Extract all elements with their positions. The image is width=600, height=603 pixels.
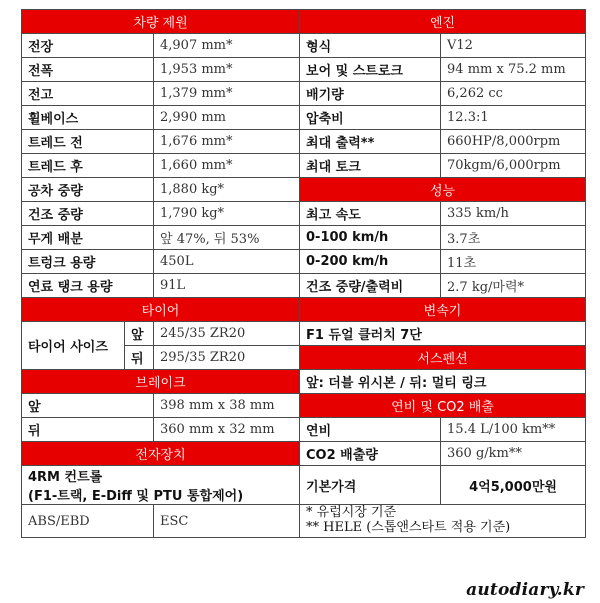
co2-value: 360 g/km** xyxy=(441,442,586,466)
spec-table xyxy=(21,9,586,538)
zero-200-value: 11초 xyxy=(441,250,586,274)
fuel-economy-label: 연비 xyxy=(300,418,441,442)
table-row xyxy=(22,178,586,202)
max-torque-value: 70kgm/6,000rpm xyxy=(441,154,586,178)
length-value: 4,907 mm* xyxy=(154,34,300,58)
suspension-value: 앞: 더블 위시본 / 뒤: 멀티 링크 xyxy=(300,370,586,394)
brakes-header: 브레이크 xyxy=(22,370,300,394)
table-row xyxy=(22,505,586,538)
bore-stroke-value: 94 mm x 75.2 mm xyxy=(441,58,586,82)
power-to-weight-label: 건조 중량/출력비 xyxy=(300,274,441,298)
table-row xyxy=(22,370,586,394)
footnote-2: ** HELE (스톱앤스타트 적용 기준) xyxy=(306,520,511,535)
displacement-label: 배기량 xyxy=(300,82,441,106)
esc: ESC xyxy=(154,505,300,538)
table-row xyxy=(22,106,586,130)
compression-value: 12.3:1 xyxy=(441,106,586,130)
section-header-row xyxy=(22,298,586,322)
spec-table-body xyxy=(22,10,586,538)
performance-header: 성능 xyxy=(300,178,586,202)
zero-100-value: 3.7초 xyxy=(441,226,586,250)
table-row xyxy=(22,82,586,106)
wheelbase-value: 2,990 mm xyxy=(154,106,300,130)
watermark: autodiary.kr xyxy=(466,580,584,600)
table-row xyxy=(22,226,586,250)
chassis-header: 차량 제원 xyxy=(22,10,300,34)
curb-weight-label: 공차 중량 xyxy=(22,178,154,202)
height-label: 전고 xyxy=(22,82,154,106)
engine-type-label: 형식 xyxy=(300,34,441,58)
max-power-label: 최대 출력** xyxy=(300,130,441,154)
table-row xyxy=(22,130,586,154)
suspension-header: 서스펜션 xyxy=(300,346,586,370)
front-track-value: 1,676 mm* xyxy=(154,130,300,154)
dry-weight-value: 1,790 kg* xyxy=(154,202,300,226)
tire-size-label: 타이어 사이즈 xyxy=(22,322,125,370)
tire-rear-label: 뒤 xyxy=(125,346,154,370)
top-speed-label: 최고 속도 xyxy=(300,202,441,226)
zero-100-label: 0-100 km/h xyxy=(300,226,441,250)
abs-ebd: ABS/EBD xyxy=(22,505,154,538)
width-value: 1,953 mm* xyxy=(154,58,300,82)
table-row xyxy=(22,418,586,442)
fuel-tank-value: 91L xyxy=(154,274,300,298)
tire-rear-value: 295/35 ZR20 xyxy=(154,346,300,370)
price-label: 기본가격 xyxy=(300,466,441,505)
table-row xyxy=(22,154,586,178)
trunk-label: 트렁크 용량 xyxy=(22,250,154,274)
price-value: 4억5,000만원 xyxy=(441,466,586,505)
table-row xyxy=(22,394,586,418)
electronics-header: 전자장치 xyxy=(22,442,300,466)
tire-front-label: 앞 xyxy=(125,322,154,346)
tires-header: 타이어 xyxy=(22,298,300,322)
table-row xyxy=(22,202,586,226)
electronics-line2: (F1-트랙, E-Diff 및 PTU 통합제어) xyxy=(28,489,244,504)
section-header-row xyxy=(22,10,586,34)
table-row xyxy=(22,442,586,466)
curb-weight-value: 1,880 kg* xyxy=(154,178,300,202)
tire-front-value: 245/35 ZR20 xyxy=(154,322,300,346)
weight-distribution-value: 앞 47%, 뒤 53% xyxy=(154,226,300,250)
brake-front-label: 앞 xyxy=(22,394,154,418)
trunk-value: 450L xyxy=(154,250,300,274)
max-torque-label: 최대 토크 xyxy=(300,154,441,178)
engine-header: 엔진 xyxy=(300,10,586,34)
economy-header: 연비 및 CO2 배출 xyxy=(300,394,586,418)
zero-200-label: 0-200 km/h xyxy=(300,250,441,274)
co2-label: CO2 배출량 xyxy=(300,442,441,466)
brake-rear-value: 360 mm x 32 mm xyxy=(154,418,300,442)
rear-track-label: 트레드 후 xyxy=(22,154,154,178)
bore-stroke-label: 보어 및 스트로크 xyxy=(300,58,441,82)
table-row xyxy=(22,274,586,298)
wheelbase-label: 휠베이스 xyxy=(22,106,154,130)
rear-track-value: 1,660 mm* xyxy=(154,154,300,178)
transmission-header: 변속기 xyxy=(300,298,586,322)
displacement-value: 6,262 cc xyxy=(441,82,586,106)
engine-type-value: V12 xyxy=(441,34,586,58)
brake-rear-label: 뒤 xyxy=(22,418,154,442)
length-label: 전장 xyxy=(22,34,154,58)
table-row xyxy=(22,466,586,505)
electronics-line1: 4RM 컨트롤 xyxy=(28,470,103,485)
dry-weight-label: 건조 중량 xyxy=(22,202,154,226)
table-row xyxy=(22,250,586,274)
power-to-weight-value: 2.7 kg/마력* xyxy=(441,274,586,298)
transmission-value: F1 듀얼 클러치 7단 xyxy=(300,322,586,346)
top-speed-value: 335 km/h xyxy=(441,202,586,226)
fuel-tank-label: 연료 탱크 용량 xyxy=(22,274,154,298)
table-row xyxy=(22,322,586,346)
table-row xyxy=(22,58,586,82)
weight-distribution-label: 무게 배분 xyxy=(22,226,154,250)
front-track-label: 트레드 전 xyxy=(22,130,154,154)
footnotes xyxy=(300,505,586,538)
compression-label: 압축비 xyxy=(300,106,441,130)
brake-front-value: 398 mm x 38 mm xyxy=(154,394,300,418)
width-label: 전폭 xyxy=(22,58,154,82)
footnote-1: * 유럽시장 기준 xyxy=(306,505,397,520)
max-power-value: 660HP/8,000rpm xyxy=(441,130,586,154)
electronics-4rm xyxy=(22,466,300,505)
height-value: 1,379 mm* xyxy=(154,82,300,106)
fuel-economy-value: 15.4 L/100 km** xyxy=(441,418,586,442)
table-row xyxy=(22,34,586,58)
